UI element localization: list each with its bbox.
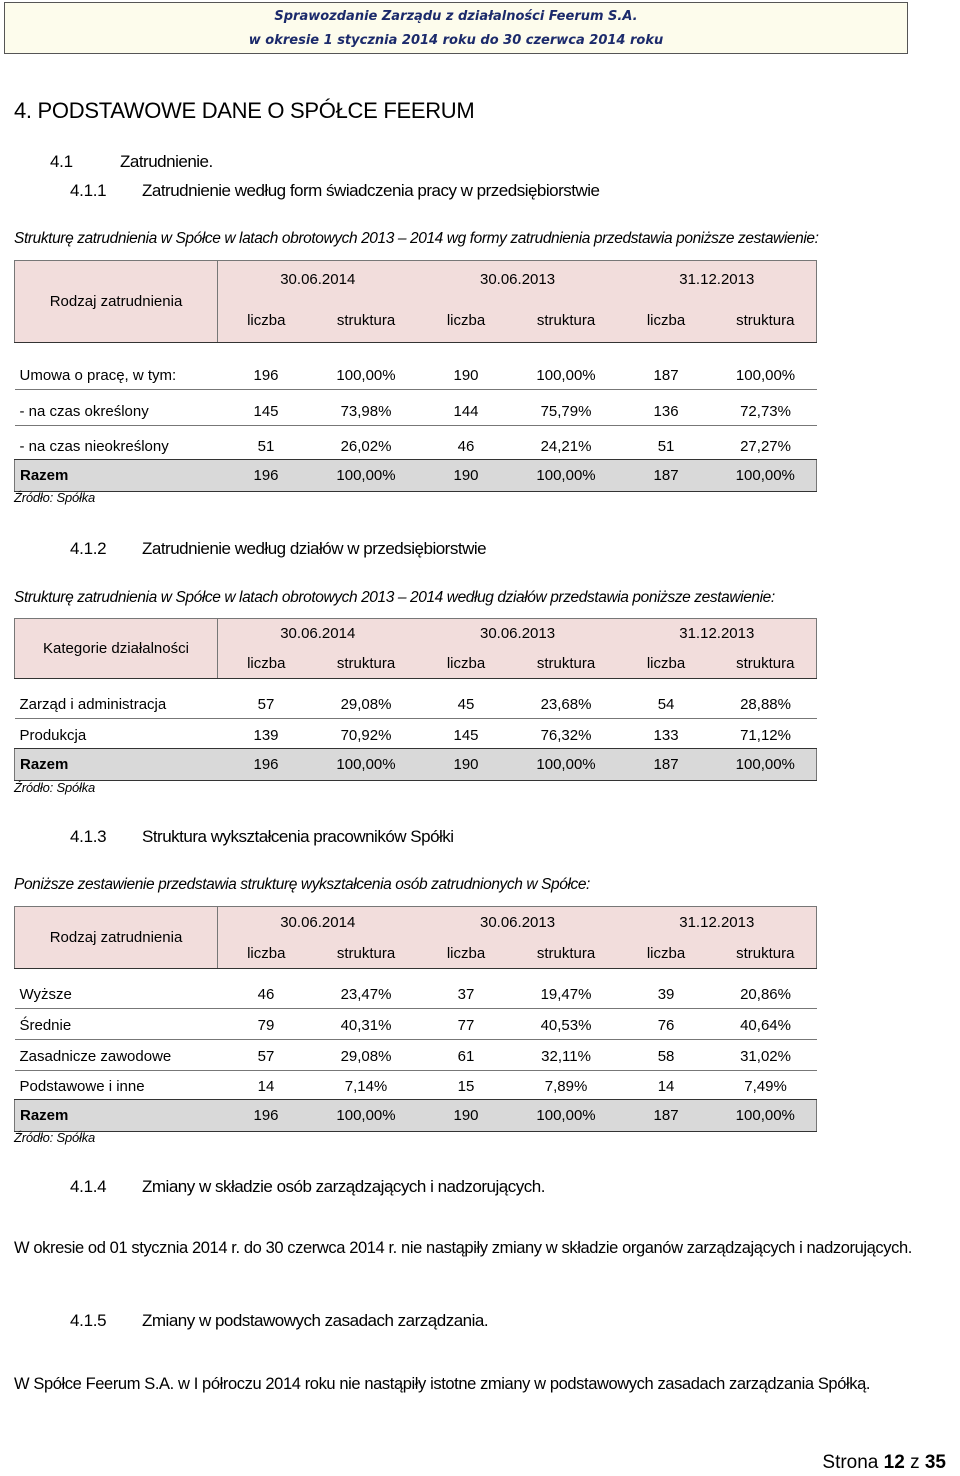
s1-source: Źródło: Spółka xyxy=(14,490,96,505)
page-prefix: Strona xyxy=(822,1452,879,1473)
table-row: Wyższe 46 23,47% 37 19,47% 39 20,86% xyxy=(15,981,817,1009)
s1-number: 4.1.1 xyxy=(70,181,107,200)
table-header-date: 31.12.2013 xyxy=(618,907,817,939)
table-header-date: 31.12.2013 xyxy=(618,619,817,649)
page-sep: z xyxy=(910,1452,920,1473)
column-header: struktura xyxy=(715,649,817,679)
table-total-row: Razem 196 100,00% 190 100,00% 187 100,00% xyxy=(15,749,817,781)
department-table xyxy=(14,618,817,781)
s3-title: Struktura wykształcenia pracowników Spółki xyxy=(142,827,454,846)
table-header-label: Kategorie działalności xyxy=(15,619,218,679)
column-header: liczba xyxy=(418,939,515,969)
column-header: liczba xyxy=(418,299,515,343)
s3-source: Źródło: Spółka xyxy=(14,1130,96,1145)
s3-number: 4.1.3 xyxy=(70,827,107,846)
column-header: struktura xyxy=(515,299,618,343)
table-row: Zarząd i administracja 57 29,08% 45 23,68% 54 28,88% xyxy=(15,691,817,719)
table-header-label: Rodzaj zatrudnienia xyxy=(15,907,218,969)
column-header: struktura xyxy=(315,649,418,679)
subsection-title: Zatrudnienie. xyxy=(120,152,213,171)
s5-number: 4.1.5 xyxy=(70,1311,107,1330)
column-header: struktura xyxy=(715,939,817,969)
subsection-number: 4.1 xyxy=(50,152,73,171)
column-header: liczba xyxy=(218,939,315,969)
column-header: liczba xyxy=(618,649,715,679)
page-total: 35 xyxy=(924,1452,946,1473)
s2-number: 4.1.2 xyxy=(70,539,107,558)
page-current: 12 xyxy=(883,1452,905,1473)
column-header: struktura xyxy=(315,299,418,343)
header-line-1: Sprawozdanie Zarządu z działalności Feerum S.A. xyxy=(274,9,638,24)
s2-intro: Strukturę zatrudnienia w Spółce w latach obrotowych 2013 – 2014 według działów przedstawia poniższe zestawienie: xyxy=(14,589,775,606)
column-header: liczba xyxy=(218,299,315,343)
table-row: Podstawowe i inne 14 7,14% 15 7,89% 14 7,49% xyxy=(15,1074,817,1100)
header-line-2: w okresie 1 stycznia 2014 roku do 30 czerwca 2014 roku xyxy=(248,33,664,48)
s3-intro: Poniższe zestawienie przedstawia strukturę wykształcenia osób zatrudnionych w Spółce: xyxy=(14,876,590,893)
s2-source: Źródło: Spółka xyxy=(14,780,96,795)
table-header-date: 30.06.2013 xyxy=(418,261,618,299)
table-header-date: 30.06.2014 xyxy=(218,907,418,939)
table-row: Średnie 79 40,31% 77 40,53% 76 40,64% xyxy=(15,1012,817,1040)
table-row: Zasadnicze zawodowe 57 29,08% 61 32,11% 58 31,02% xyxy=(15,1043,817,1071)
table-header-date: 30.06.2013 xyxy=(418,619,618,649)
column-header: struktura xyxy=(715,299,817,343)
column-header: struktura xyxy=(515,939,618,969)
s4-number: 4.1.4 xyxy=(70,1177,107,1196)
column-header: liczba xyxy=(618,299,715,343)
table-row: Produkcja 139 70,92% 145 76,32% 133 71,12% xyxy=(15,723,817,749)
page-number xyxy=(822,1452,946,1474)
report-header xyxy=(4,2,908,54)
table-total-row: Razem 196 100,00% 190 100,00% 187 100,00% xyxy=(15,460,817,492)
s1-intro: Strukturę zatrudnienia w Spółce w latach obrotowych 2013 – 2014 wg formy zatrudnienia przedstawia poniższe zestawienie: xyxy=(14,230,819,247)
column-header: liczba xyxy=(418,649,515,679)
s4-text: W okresie od 01 stycznia 2014 r. do 30 czerwca 2014 r. nie nastąpiły zmiany w składzie organów zarządzających i nadzorujących. xyxy=(14,1239,912,1257)
table-header-date: 31.12.2013 xyxy=(618,261,817,299)
column-header: liczba xyxy=(218,649,315,679)
table-header-date: 30.06.2014 xyxy=(218,619,418,649)
column-header: struktura xyxy=(315,939,418,969)
table-row: Umowa o pracę, w tym: 196 100,00% 190 100,00% 187 100,00% xyxy=(15,362,817,390)
table-row: - na czas nieokreślony 51 26,02% 46 24,21% 51 27,27% xyxy=(15,434,817,460)
table-row: - na czas określony 145 73,98% 144 75,79% 136 72,73% xyxy=(15,398,817,426)
table-total-row: Razem 196 100,00% 190 100,00% 187 100,00% xyxy=(15,1100,817,1132)
employment-form-table xyxy=(14,260,817,492)
table-header-date: 30.06.2014 xyxy=(218,261,418,299)
s4-title: Zmiany w składzie osób zarządzających i nadzorujących. xyxy=(142,1177,545,1196)
column-header: liczba xyxy=(618,939,715,969)
education-table xyxy=(14,906,817,1132)
table-header-label: Rodzaj zatrudnienia xyxy=(15,261,218,343)
s2-title: Zatrudnienie według działów w przedsiębiorstwie xyxy=(142,539,487,558)
table-header-date: 30.06.2013 xyxy=(418,907,618,939)
s5-text: W Spółce Feerum S.A. w I półroczu 2014 roku nie nastąpiły istotne zmiany w podstawowych zasadach zarządzania Spółką. xyxy=(14,1375,871,1393)
s5-title: Zmiany w podstawowych zasadach zarządzania. xyxy=(142,1311,489,1330)
s1-title: Zatrudnienie według form świadczenia pracy w przedsiębiorstwie xyxy=(142,181,600,200)
section-title: 4. PODSTAWOWE DANE O SPÓŁCE FEERUM xyxy=(14,98,475,123)
column-header: struktura xyxy=(515,649,618,679)
